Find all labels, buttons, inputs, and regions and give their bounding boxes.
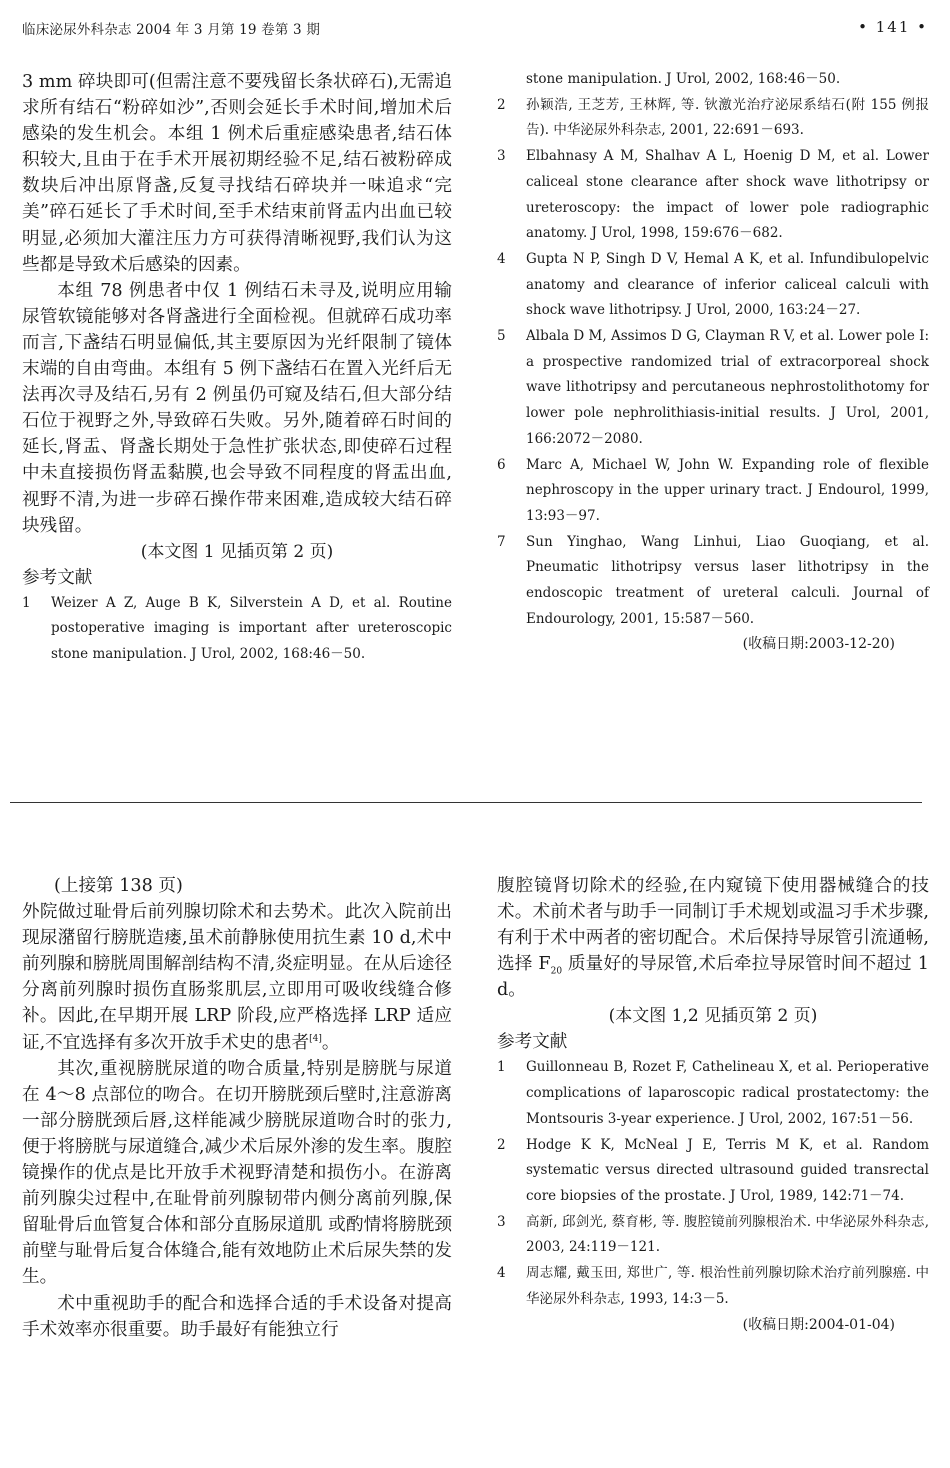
page-header — [22, 18, 928, 42]
reference-text: Weizer A Z, Auge B K, Silverstein A D, et al. Routine postoperative imaging is important after ureteroscopic stone manipulation. J Urol, 2002, 168:46－50. — [51, 594, 452, 663]
reference-item — [497, 247, 929, 324]
reference-text-continued: stone manipulation. J Urol, 2002, 168:46－50. — [526, 71, 841, 87]
page-number: • 141 • — [858, 18, 928, 36]
reference-text: Hodge K K, McNeal J E, Terris M K, et al. Random systematic versus directed ultrasound guided transrectal core biopsies of the prostate. J Urol, 1989, 142:71－74. — [526, 1136, 929, 1204]
body-text-end: 。 — [321, 1032, 340, 1053]
bottom-right-column — [497, 873, 929, 1337]
reference-number: 5 — [497, 328, 506, 345]
top-right-column — [497, 67, 929, 656]
body-paragraph: 3 mm 碎块即可(但需注意不要残留长条状碎石),无需追求所有结石“粉碎如沙”,否则会延长手术时间,增加术后感染的发生机会。本组 1 例术后重症感染患者,结石体积较大,且由于在手术开展初期经验不足,结石被粉碎成数块后冲出原肾盏,反复寻找结石碎块并一味追求“完美”碎石延长了手术时间,至手术结束前肾盂内出血已较明显,必须加大灌注压力方可获得清晰视野,我们认为这些都是导致术后感染的因素。 — [22, 72, 452, 275]
reference-item — [22, 591, 452, 663]
reference-number: 2 — [497, 96, 506, 113]
reference-item — [497, 1055, 929, 1132]
reference-number: 7 — [497, 533, 506, 550]
subscript: 20 — [550, 966, 563, 977]
journal-title: 临床泌尿外科杂志 2004 年 3 月第 19 卷第 3 期 — [22, 22, 321, 38]
reference-text: 孙颖浩, 王芝芳, 王林辉, 等. 钬激光治疗泌尿系结石(附 155 例报告). 中华泌尿外科杂志, 2001, 22:691－693. — [526, 96, 929, 139]
reference-number: 4 — [497, 250, 506, 267]
reference-item — [497, 324, 929, 453]
reference-item — [497, 453, 929, 530]
body-paragraph — [22, 899, 452, 1056]
body-text: 腹腔镜肾切除术的经验,在内窥镜下使用器械缝合的技术。术前术者与助手一同制订手术规划或温习手术步骤,有利于术中两者的密切配合。术后保持导尿管引流通畅,选择 F — [497, 876, 929, 975]
reference-text: Marc A, Michael W, John W. Expanding role of flexible nephroscopy in the upper urinary tract. J Endourol, 1999, 13:93－97. — [526, 456, 929, 524]
reference-number: 1 — [22, 594, 31, 611]
bottom-left-column — [22, 873, 452, 1343]
reference-item — [497, 144, 929, 247]
citation-mark: [4] — [309, 1033, 322, 1044]
body-paragraph — [497, 873, 929, 1003]
reference-text: Albala D M, Assimos D G, Clayman R V, et al. Lower pole I: a prospective randomized trial of extracorporeal shock wave lithotripsy and percutaneous nephrostolithotomy for lower pole nephrolithiasis-initial results. J Urol, 2001, 166:2072－2080. — [526, 328, 929, 447]
reference-number: 1 — [497, 1059, 506, 1076]
reference-text: 高新, 邱剑光, 蔡育彬, 等. 腹腔镜前列腺根治术. 中华泌尿外科杂志, 2003, 24:119－121. — [526, 1213, 929, 1256]
reference-item — [497, 93, 929, 144]
reference-text: Guillonneau B, Rozet F, Cathelineau X, et al. Perioperative complications of laparoscopic radical prostatectomy: the Montsouris 3-year experience. J Urol, 2002, 167:51－56. — [526, 1059, 929, 1127]
reference-item — [497, 1261, 929, 1312]
reference-text: Elbahnasy A M, Shalhav A L, Hoenig D M, et al. Lower caliceal stone clearance after shock wave lithotripsy or ureteroscopy: the impact of lower pole radiographic anatomy. J Urol, 1998, 159:676－682. — [526, 148, 929, 242]
reference-continuation — [497, 67, 929, 93]
body-text: 外院做过耻骨后前列腺切除术和去势术。此次入院前出现尿潴留行膀胱造瘘,虽术前静脉使用抗生素 10 d,术中前列腺和膀胱周围解剖结构不清,炎症明显。在从后途径分离前列腺时损伤直肠浆肌层,立即用可吸收线缝合修补。因此,在早期开展 LRP 阶段,应严格选择 LRP 适应证,不宜选择有多次开放手术史的患者 — [22, 902, 452, 1053]
reference-text: Sun Yinghao, Wang Linhui, Liao Guoqiang, et al. Pneumatic lithotripsy versus laser lithotripsy in the endoscopic treatment of ureteral calculi. Journal of Endourology, 2001, 15:587－560. — [526, 533, 929, 627]
body-paragraph: 本组 78 例患者中仅 1 例结石未寻及,说明应用输尿管软镜能够对各肾盏进行全面检视。但就碎石成功率而言,下盏结石明显偏低,其主要原因为光纤限制了镜体末端的自由弯曲。本组有 5 例下盏结石在置入光纤后无法再次寻及结石,另有 2 例虽仍可窥及结石,但大部分结石位于视野之外,导致碎石失败。另外,随着碎石时间的延长,肾盂、肾盏长期处于急性扩张状态,即使碎石过程中未直接损伤肾盂黏膜,也会导致不同程度的肾盂出血,视野不清,为进一步碎石操作带来困难,造成较大结石碎块残留。 — [22, 280, 452, 536]
article-divider — [10, 802, 922, 803]
top-left-column — [22, 69, 452, 663]
figure-note: (本文图 1,2 见插页第 2 页) — [608, 1006, 818, 1027]
reference-number: 2 — [497, 1136, 506, 1153]
reference-number: 3 — [497, 1213, 506, 1230]
reference-number: 4 — [497, 1265, 506, 1282]
reference-text: 周志耀, 戴玉田, 郑世广, 等. 根治性前列腺切除术治疗前列腺癌. 中华泌尿外科杂志, 1993, 14:3－5. — [526, 1265, 929, 1307]
body-paragraph: 术中重视助手的配合和选择合适的手术设备对提高手术效率亦很重要。助手最好有能独立行 — [22, 1293, 452, 1340]
reference-item — [497, 1133, 929, 1210]
continued-note: (上接第 138 页) — [54, 876, 183, 896]
reference-text: Gupta N P, Singh D V, Hemal A K, et al. Infundibulopelvic anatomy and clearance of inferior caliceal calculi with shock wave lithotripsy. J Urol, 2000, 163:24－27. — [526, 250, 929, 319]
body-text-end: 质量好的导尿管,术后牵拉导尿管时间不超过 1 d。 — [497, 954, 929, 1001]
references-heading: 参考文献 — [497, 1032, 568, 1053]
reference-number: 6 — [497, 456, 506, 473]
references-heading: 参考文献 — [22, 567, 93, 588]
reference-item — [497, 530, 929, 633]
reference-number: 3 — [497, 148, 506, 165]
body-paragraph: 其次,重视膀胱尿道的吻合质量,特别是膀胱与尿道在 4～8 点部位的吻合。在切开膀胱颈后壁时,注意游离一部分膀胱颈后唇,这样能减少膀胱尿道吻合时的张力,便于将膀胱与尿道缝合,减少术后尿外渗的发生率。腹腔镜操作的优点是比开放手术视野清楚和损伤小。在游离前列腺尖过程中,在耻骨前列腺韧带内侧分离前列腺,保留耻骨后血管复合体和部分直肠尿道肌 或酌情将膀胱颈前壁与耻骨后复合体缝合,能有效地防止术后尿失禁的发生。 — [22, 1058, 452, 1288]
reference-item — [497, 1210, 929, 1261]
received-date: (收稿日期:2003-12-20) — [742, 636, 895, 653]
received-date: (收稿日期:2004-01-04) — [742, 1316, 895, 1333]
figure-note: (本文图 1 见插页第 2 页) — [140, 541, 334, 562]
